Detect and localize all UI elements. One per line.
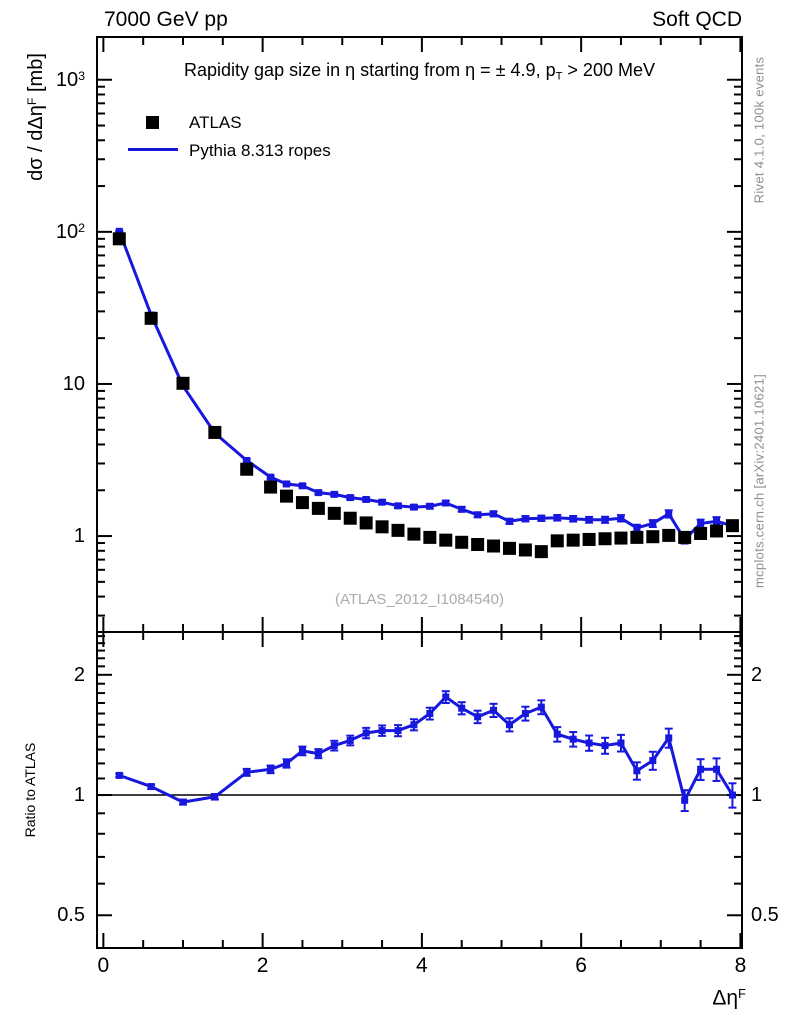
x-axis-label-sup: F [738, 986, 746, 1001]
tick-exponent: 3 [78, 68, 85, 83]
ratio-y-axis-label: Ratio to ATLAS [22, 742, 38, 838]
main-y-axis-label-unit: [mb] [25, 53, 48, 98]
legend-swatch-pythia [128, 148, 178, 151]
main-y-tick-label: 1 [73, 525, 85, 548]
plot-title-subscript: T [555, 70, 563, 83]
x-tick-label: 0 [97, 954, 110, 977]
ratio-y-tick-label-left: 0.5 [57, 904, 85, 927]
x-tick-label: 8 [734, 954, 747, 977]
x-tick-label: 6 [575, 954, 587, 977]
x-tick-label: 2 [256, 954, 269, 977]
x-axis-label [712, 987, 746, 1009]
main-y-tick-label: $10^3$ [55, 68, 85, 91]
header-process-group: Soft QCD [652, 8, 742, 31]
main-y-axis-label-text: dσ / dΔη [25, 105, 48, 181]
mcplots-arxiv-note: mcplots.cern.ch [arXiv:2401.10621] [751, 374, 767, 588]
main-y-tick-label: $10^2$ [55, 220, 85, 243]
rivet-version-note: Rivet 4.1.0, 100k events [751, 56, 767, 204]
x-tick-label: 4 [416, 954, 428, 977]
x-axis-label-text: Δη [712, 986, 739, 1010]
tick-exponent: 2 [78, 220, 85, 235]
ratio-y-tick-label-right: 0.5 [751, 904, 779, 927]
legend-swatch-atlas [146, 116, 159, 129]
legend-label-atlas: ATLAS [189, 113, 242, 132]
legend-label-pythia: Pythia 8.313 ropes [189, 141, 331, 160]
ratio-y-tick-label-left: 2 [73, 663, 85, 686]
watermark: (ATLAS_2012_I1084540) [334, 591, 504, 608]
ratio-y-tick-label-right: 1 [751, 784, 763, 807]
plot-title-text-end: > 200 MeV [562, 60, 655, 80]
main-y-tick-label: 10 [62, 372, 85, 395]
ratio-y-tick-label-right: 2 [751, 663, 763, 686]
header-beam-energy: 7000 GeV pp [104, 8, 228, 31]
main-y-axis-label [26, 53, 46, 181]
ratio-y-tick-label-left: 1 [73, 784, 85, 807]
plot-title-text: Rapidity gap size in η starting from η = ± 4.9, p [184, 60, 556, 80]
main-y-axis-label-sup: F [24, 97, 39, 106]
plot-title [99, 61, 740, 83]
